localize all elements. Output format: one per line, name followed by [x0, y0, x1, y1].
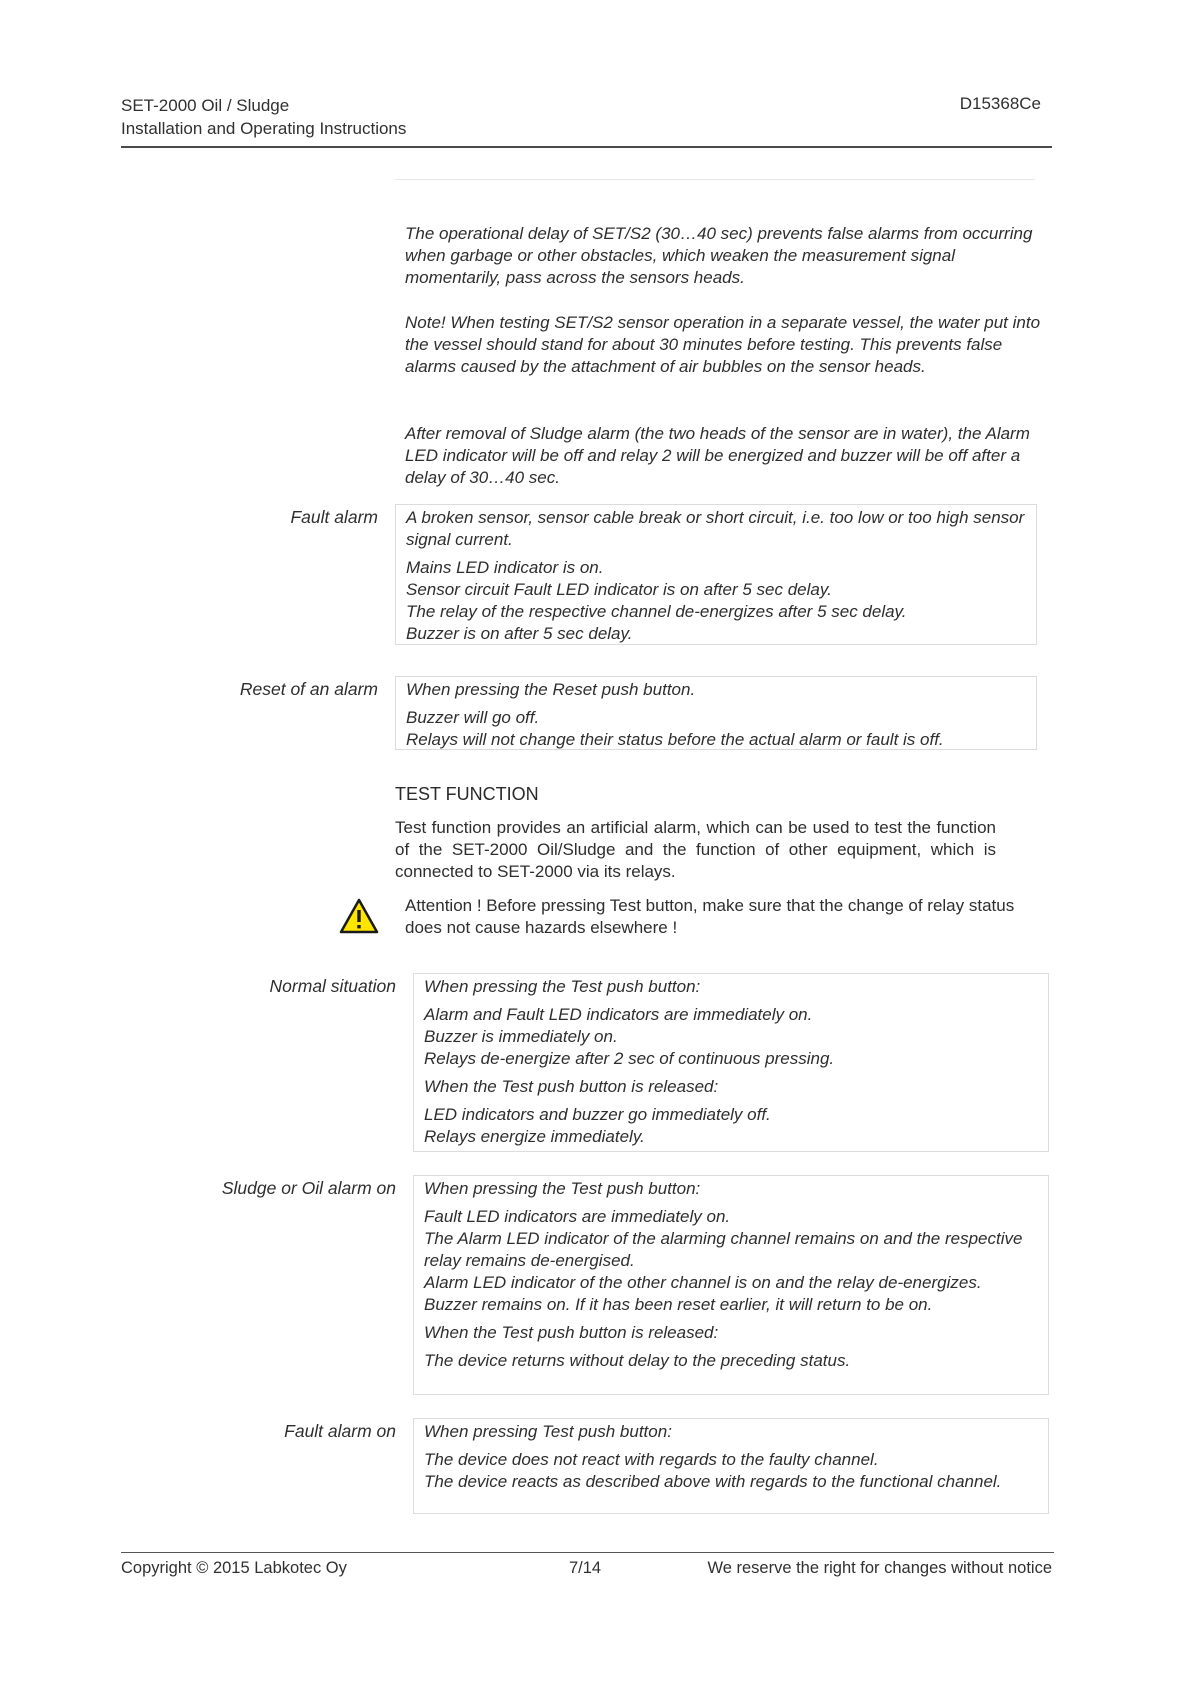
- header-divider: [121, 146, 1052, 148]
- warning-icon: [339, 898, 379, 934]
- normal-situation-line2: Alarm and Fault LED indicators are immediately on.: [424, 1005, 813, 1024]
- sludge-oil-alarm-line7: The device returns without delay to the preceding status.: [424, 1351, 851, 1370]
- fault-alarm-line4: The relay of the respective channel de-energizes after 5 sec delay.: [406, 602, 907, 621]
- test-function-warning: Attention ! Before pressing Test button, make sure that the change of relay status does not cause hazards elsewhere !: [405, 896, 1015, 937]
- header-doc-id: D15368Ce: [959, 94, 1041, 113]
- header-title: [121, 94, 406, 140]
- test-function-heading: TEST FUNCTION: [395, 784, 539, 804]
- normal-situation-box: [413, 973, 1049, 1152]
- sludge-oil-alarm-line1: When pressing the Test push button:: [424, 1179, 701, 1198]
- sludge-oil-alarm-line4: Alarm LED indicator of the other channel is on and the relay de-energizes.: [424, 1273, 982, 1292]
- fault-alarm-line2: Mains LED indicator is on.: [406, 558, 604, 577]
- fault-alarm-on-line3: The device reacts as described above with regards to the functional channel.: [424, 1472, 1002, 1491]
- footer-page-number: 7/14: [569, 1559, 602, 1577]
- sludge-oil-alarm-line5: Buzzer remains on. If it has been reset earlier, it will return to be on.: [424, 1295, 933, 1314]
- footer-notice: We reserve the right for changes without notice: [707, 1559, 1052, 1577]
- reset-alarm-line1: When pressing the Reset push button.: [406, 680, 696, 699]
- intro-paragraph-1: The operational delay of SET/S2 (30…40 sec) prevents false alarms from occurring when garbage or other obstacles, which weaken the measurement signal momentarily, pass across the sensors heads.: [405, 224, 1033, 287]
- sludge-oil-alarm-label: Sludge or Oil alarm on: [221, 1178, 396, 1198]
- faint-divider: [395, 179, 1035, 180]
- reset-alarm-label: Reset of an alarm: [239, 679, 378, 699]
- fault-alarm-box: [395, 504, 1037, 645]
- fault-alarm-line1: A broken sensor, sensor cable break or short circuit, i.e. too low or too high sensor signal current.: [406, 508, 1025, 549]
- sludge-oil-alarm-line2: Fault LED indicators are immediately on.: [424, 1207, 731, 1226]
- normal-situation-line6: LED indicators and buzzer go immediately off.: [424, 1105, 771, 1124]
- intro-paragraph-3: After removal of Sludge alarm (the two heads of the sensor are in water), the Alarm LED indicator will be off and relay 2 will be energized and buzzer will be off after a delay of 30…40 sec.: [405, 424, 1030, 487]
- normal-situation-line7: Relays energize immediately.: [424, 1127, 645, 1146]
- fault-alarm-on-label: Fault alarm on: [284, 1421, 396, 1441]
- reset-alarm-line2: Buzzer will go off.: [406, 708, 540, 727]
- normal-situation-line3: Buzzer is immediately on.: [424, 1027, 618, 1046]
- reset-alarm-line3: Relays will not change their status before the actual alarm or fault is off.: [406, 730, 944, 749]
- sludge-oil-alarm-line6: When the Test push button is released:: [424, 1323, 719, 1342]
- sludge-oil-alarm-box: [413, 1175, 1049, 1395]
- reset-alarm-box: [395, 676, 1037, 750]
- fault-alarm-line5: Buzzer is on after 5 sec delay.: [406, 624, 633, 643]
- fault-alarm-on-line2: The device does not react with regards to the faulty channel.: [424, 1450, 879, 1469]
- fault-alarm-label: Fault alarm: [290, 507, 378, 527]
- normal-situation-label: Normal situation: [269, 976, 396, 996]
- intro-paragraph-2: Note! When testing SET/S2 sensor operation in a separate vessel, the water put into the vessel should stand for about 30 minutes before testing. This prevents false alarms caused by the attachment of air bubbles on the sensor heads.: [405, 313, 1041, 376]
- sludge-oil-alarm-line3: The Alarm LED indicator of the alarming channel remains on and the respective relay remains de-energised.: [424, 1229, 1023, 1270]
- footer-divider: [121, 1552, 1054, 1553]
- normal-situation-line1: When pressing the Test push button:: [424, 977, 701, 996]
- fault-alarm-on-line1: When pressing Test push button:: [424, 1422, 672, 1441]
- header-title-line2: Installation and Operating Instructions: [121, 119, 407, 138]
- footer-copyright: Copyright © 2015 Labkotec Oy: [121, 1559, 347, 1577]
- normal-situation-line5: When the Test push button is released:: [424, 1077, 719, 1096]
- fault-alarm-line3: Sensor circuit Fault LED indicator is on after 5 sec delay.: [406, 580, 832, 599]
- normal-situation-line4: Relays de-energize after 2 sec of continuous pressing.: [424, 1049, 835, 1068]
- fault-alarm-on-box: [413, 1418, 1049, 1514]
- test-function-description: Test function provides an artificial alarm, which can be used to test the function of the SET-2000 Oil/Sludge and the function of other equipment, which is connected to SET-2000 via its relays.: [395, 818, 996, 881]
- header-title-line1: SET-2000 Oil / Sludge: [121, 96, 290, 115]
